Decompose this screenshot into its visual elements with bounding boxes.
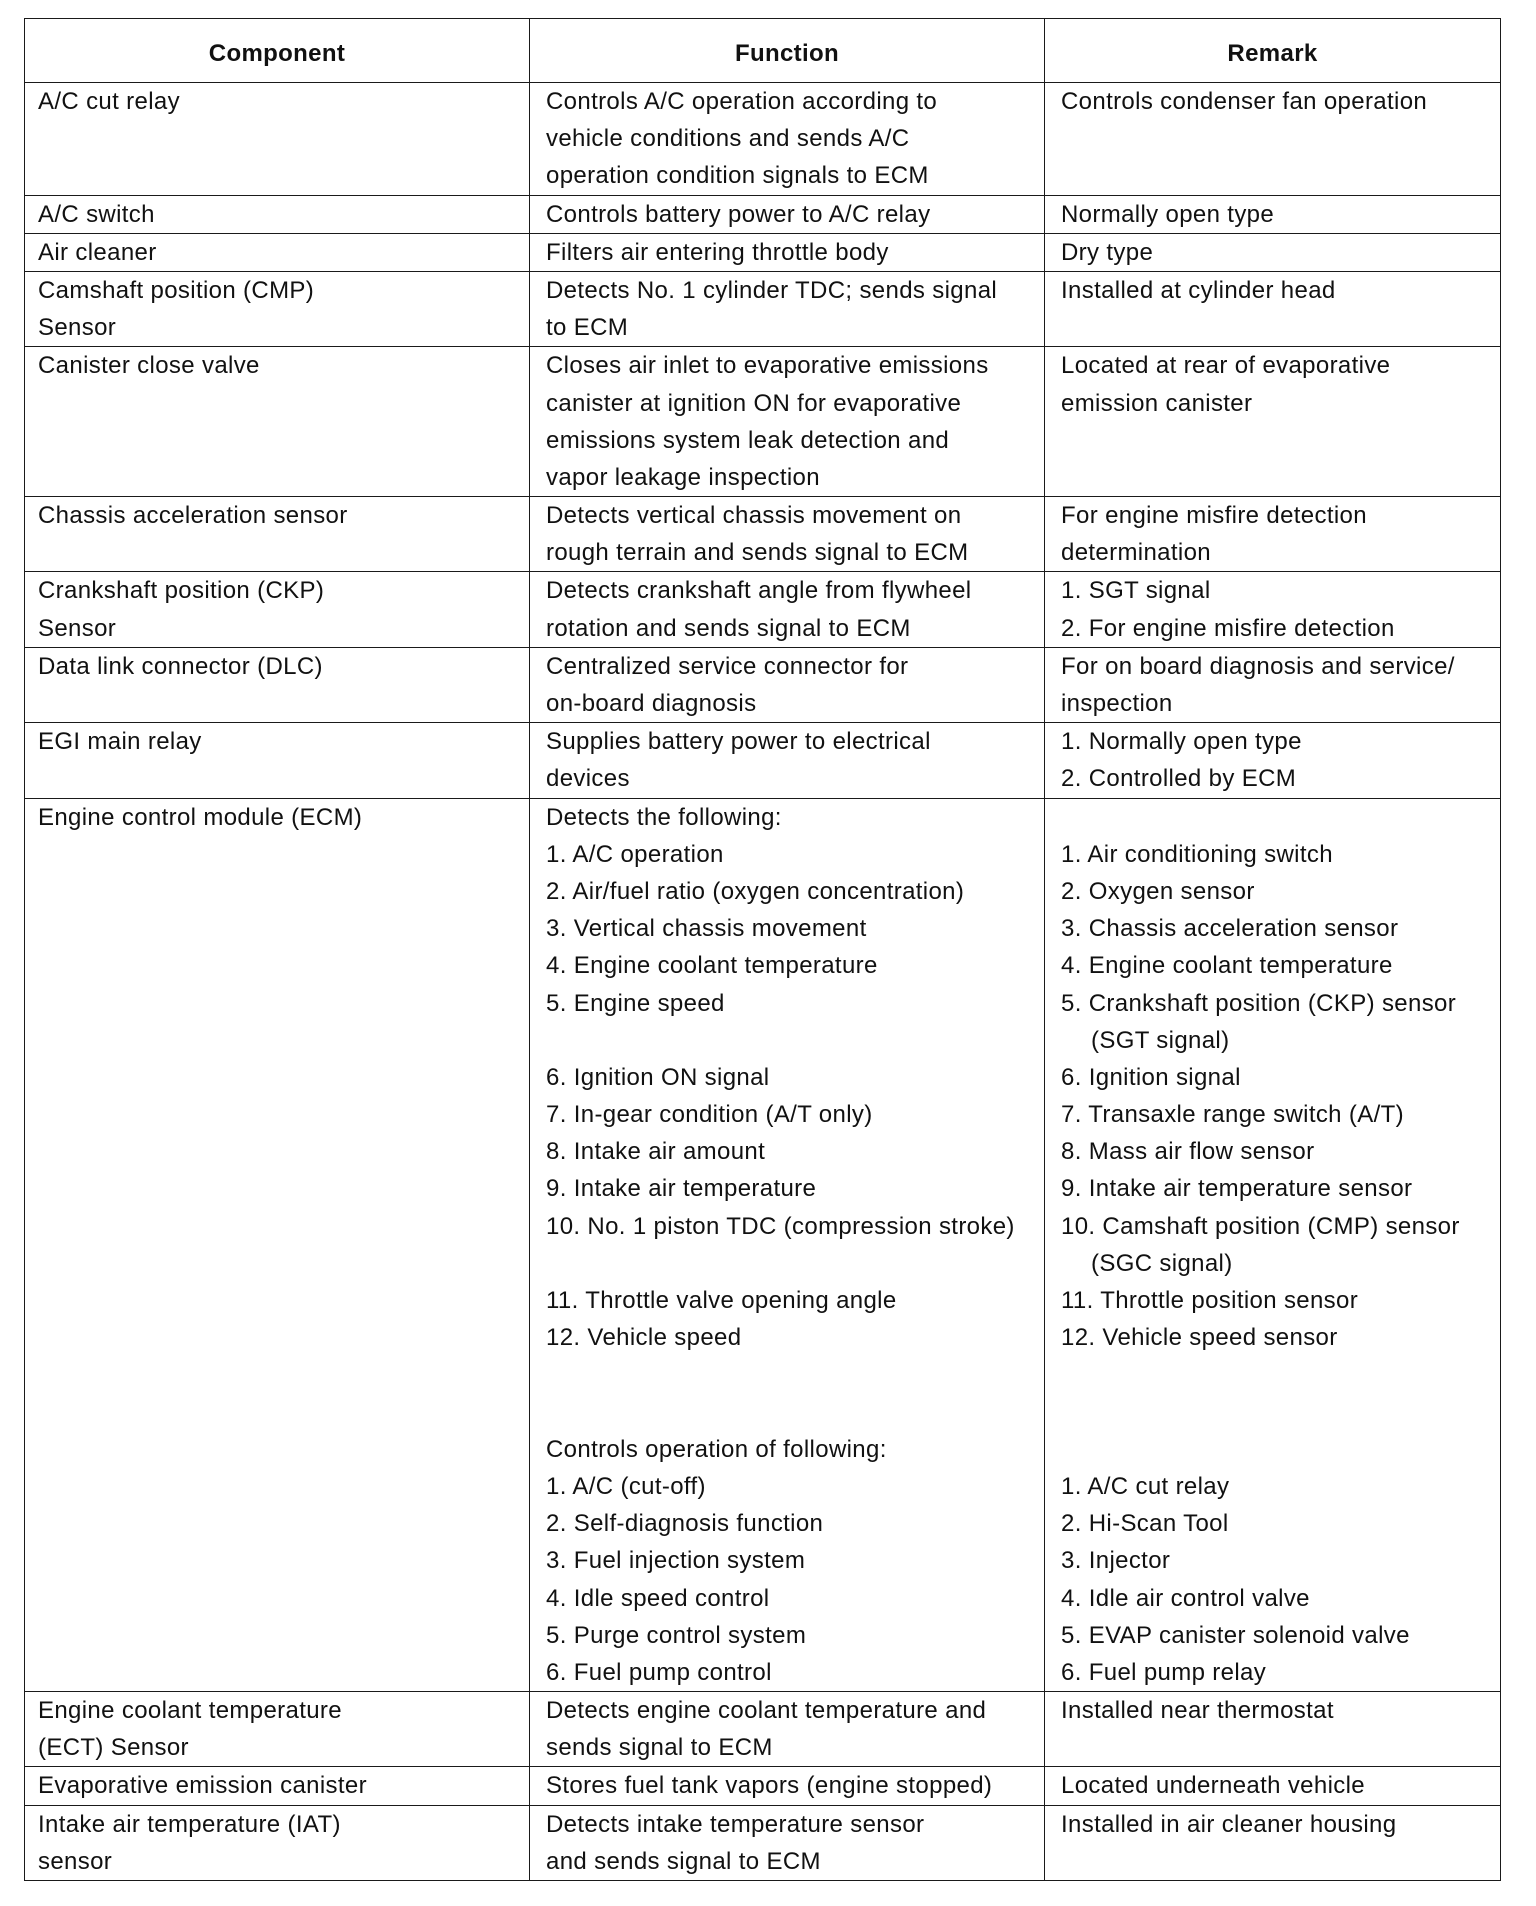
function-text-line: sends signal to ECM <box>546 1734 773 1762</box>
component-text-line: A/C cut relay <box>38 88 180 115</box>
remark-text-line: Installed at cylinder head <box>1061 276 1336 304</box>
component-text-line: Crankshaft position (CKP) <box>38 577 325 605</box>
function-cell <box>530 497 1045 572</box>
function-text-line: on-board diagnosis <box>546 690 757 717</box>
remark-cell <box>1045 723 1501 798</box>
function-text-line <box>546 1394 1034 1431</box>
function-text-line: Detects crankshaft angle from flywheel <box>546 577 972 605</box>
function-text-line: 6. Ignition ON signal <box>546 1063 770 1091</box>
function-text-line: devices <box>546 765 630 793</box>
function-text-line: Controls operation of following: <box>546 1435 887 1463</box>
remark-text-line: 6. Fuel pump relay <box>1061 1658 1267 1686</box>
function-text-line: 7. In-gear condition (A/T only) <box>546 1101 873 1129</box>
component-text-line: Evaporative emission canister <box>38 1772 367 1800</box>
table-row <box>25 1767 1501 1805</box>
component-text-line: sensor <box>38 1847 113 1875</box>
remark-text-line: 12. Vehicle speed sensor <box>1061 1324 1338 1352</box>
remark-text-line: Normally open type <box>1061 200 1275 228</box>
function-cell <box>530 347 1045 497</box>
component-cell <box>25 271 530 346</box>
remark-text-line: inspection <box>1061 690 1173 717</box>
component-text-line: Engine control module (ECM) <box>38 803 363 831</box>
remark-cell <box>1045 83 1501 196</box>
remark-cell <box>1045 271 1501 346</box>
function-cell <box>530 798 1045 1692</box>
function-text-line: 9. Intake air temperature <box>546 1175 817 1203</box>
remark-text-line: 2. For engine misfire detection <box>1061 614 1395 642</box>
component-cell <box>25 1692 530 1767</box>
function-text-line: operation condition signals to ECM <box>546 162 929 190</box>
remark-text-line: determination <box>1061 539 1211 567</box>
function-text-line: 6. Fuel pump control <box>546 1658 772 1686</box>
table-row <box>25 497 1501 572</box>
component-cell <box>25 497 530 572</box>
table-row <box>25 83 1501 196</box>
remark-text-line: 5. EVAP canister solenoid valve <box>1061 1621 1410 1649</box>
remark-cell <box>1045 497 1501 572</box>
component-cell <box>25 233 530 271</box>
function-text-line: rotation and sends signal to ECM <box>546 614 911 642</box>
remark-text-line: 9. Intake air temperature sensor <box>1061 1175 1413 1203</box>
remark-text-line: 2. Controlled by ECM <box>1061 765 1297 793</box>
table-row <box>25 572 1501 647</box>
table-row <box>25 723 1501 798</box>
function-text-line: 10. No. 1 piston TDC (compression stroke) <box>546 1212 1015 1240</box>
header-component: Component <box>25 19 530 83</box>
component-text-line: Data link connector (DLC) <box>38 652 323 680</box>
remark-cell <box>1045 1805 1501 1880</box>
table-row <box>25 1805 1501 1880</box>
remark-cell <box>1045 347 1501 497</box>
remark-text-line: Located underneath vehicle <box>1061 1772 1365 1800</box>
component-text-line: Intake air temperature (IAT) <box>38 1810 341 1838</box>
function-cell <box>530 83 1045 196</box>
function-text-line: Detects the following: <box>546 803 782 831</box>
function-text-line: 4. Idle speed control <box>546 1584 770 1612</box>
remark-text-line: 2. Hi-Scan Tool <box>1061 1510 1229 1538</box>
remark-text-line: 2. Oxygen sensor <box>1061 877 1255 905</box>
function-text-line: to ECM <box>546 314 629 342</box>
remark-text-line: (SGT signal) <box>1091 1026 1230 1054</box>
remark-text-line: For on board diagnosis and service/ <box>1061 652 1455 680</box>
component-cell <box>25 723 530 798</box>
function-cell <box>530 195 1045 233</box>
remark-text-line: Installed in air cleaner housing <box>1061 1810 1397 1838</box>
remark-text-line: 1. Air conditioning switch <box>1061 840 1333 868</box>
function-text-line: 1. A/C (cut-off) <box>546 1472 706 1500</box>
remark-text-line: 3. Injector <box>1061 1547 1171 1575</box>
table-row <box>25 347 1501 497</box>
component-text-line: Sensor <box>38 614 117 642</box>
component-cell <box>25 572 530 647</box>
function-cell <box>530 723 1045 798</box>
component-cell <box>25 347 530 497</box>
function-text-line: Centralized service connector for <box>546 652 909 680</box>
remark-text-line: 3. Chassis acceleration sensor <box>1061 915 1399 943</box>
component-text-line: Canister close valve <box>38 352 260 380</box>
function-text-line: 4. Engine coolant temperature <box>546 952 878 980</box>
component-text-line: Air cleaner <box>38 238 157 266</box>
table-row <box>25 271 1501 346</box>
remark-cell <box>1045 195 1501 233</box>
function-text-line: Supplies battery power to electrical <box>546 728 931 756</box>
function-text-line: emissions system leak detection and <box>546 426 950 454</box>
component-cell <box>25 647 530 722</box>
remark-cell <box>1045 798 1501 1692</box>
function-cell <box>530 572 1045 647</box>
function-text-line: Controls A/C operation according to <box>546 88 938 115</box>
remark-cell <box>1045 647 1501 722</box>
remark-text-line: 7. Transaxle range switch (A/T) <box>1061 1101 1404 1129</box>
function-text-line: rough terrain and sends signal to ECM <box>546 539 969 567</box>
remark-text-line: 11. Throttle position sensor <box>1061 1287 1359 1314</box>
function-cell <box>530 1805 1045 1880</box>
function-cell <box>530 647 1045 722</box>
component-function-table <box>24 18 1501 1881</box>
function-cell <box>530 233 1045 271</box>
remark-text-line: 1. SGT signal <box>1061 577 1211 605</box>
component-text-line: Engine coolant temperature <box>38 1697 342 1725</box>
table-row <box>25 195 1501 233</box>
function-text-line: 8. Intake air amount <box>546 1138 766 1166</box>
function-cell <box>530 1767 1045 1805</box>
component-text-line: Chassis acceleration sensor <box>38 502 348 530</box>
remark-cell <box>1045 572 1501 647</box>
table-row <box>25 1692 1501 1767</box>
remark-text-line: 4. Engine coolant temperature <box>1061 952 1393 980</box>
remark-text-line: Installed near thermostat <box>1061 1697 1334 1725</box>
component-cell <box>25 83 530 196</box>
component-cell <box>25 1767 530 1805</box>
remark-cell <box>1045 1692 1501 1767</box>
remark-text-line: Located at rear of evaporative <box>1061 352 1391 380</box>
function-text-line: 3. Fuel injection system <box>546 1547 806 1575</box>
table-body <box>25 83 1501 1881</box>
function-text-line: Filters air entering throttle body <box>546 238 889 266</box>
function-text-line <box>546 1022 1034 1059</box>
function-text-line: canister at ignition ON for evaporative <box>546 389 962 417</box>
component-text-line: Camshaft position (CMP) <box>38 276 315 304</box>
remark-text-line: 1. Normally open type <box>1061 728 1302 756</box>
table-row <box>25 647 1501 722</box>
function-text-line: Stores fuel tank vapors (engine stopped) <box>546 1772 993 1800</box>
table-row <box>25 798 1501 1692</box>
component-text-line: A/C switch <box>38 200 155 228</box>
function-text-line: Controls battery power to A/C relay <box>546 200 931 228</box>
remark-text-line: 8. Mass air flow sensor <box>1061 1138 1315 1166</box>
remark-text-line: 5. Crankshaft position (CKP) sensor <box>1061 989 1457 1017</box>
function-text-line: 2. Self-diagnosis function <box>546 1510 824 1538</box>
remark-text-line: For engine misfire detection <box>1061 502 1367 530</box>
function-text-line <box>546 1245 1034 1282</box>
header-remark: Remark <box>1045 19 1501 83</box>
function-text-line: and sends signal to ECM <box>546 1847 821 1875</box>
function-text-line: 11. Throttle valve opening angle <box>546 1287 897 1314</box>
function-cell <box>530 271 1045 346</box>
remark-text-line: 4. Idle air control valve <box>1061 1584 1310 1612</box>
component-cell <box>25 798 530 1692</box>
remark-text-line: emission canister <box>1061 389 1253 417</box>
function-text-line: 2. Air/fuel ratio (oxygen concentration) <box>546 877 965 905</box>
function-text-line: 5. Purge control system <box>546 1621 807 1649</box>
function-text-line: 12. Vehicle speed <box>546 1324 742 1352</box>
remark-cell <box>1045 1767 1501 1805</box>
component-cell <box>25 1805 530 1880</box>
component-text-line: Sensor <box>38 314 117 342</box>
function-text-line: Detects intake temperature sensor <box>546 1810 925 1838</box>
remark-text-line <box>1061 1356 1490 1393</box>
function-text-line: Closes air inlet to evaporative emissions <box>546 352 989 380</box>
component-cell <box>25 195 530 233</box>
function-text-line: 5. Engine speed <box>546 989 725 1017</box>
component-text-line: EGI main relay <box>38 728 202 756</box>
remark-text-line: (SGC signal) <box>1091 1249 1233 1277</box>
function-text-line: Detects vertical chassis movement on <box>546 502 962 530</box>
function-text-line: 3. Vertical chassis movement <box>546 915 867 943</box>
header-function: Function <box>530 19 1045 83</box>
component-text-line: (ECT) Sensor <box>38 1734 189 1762</box>
function-text-line <box>546 1356 1034 1393</box>
remark-text-line: Controls condenser fan operation <box>1061 88 1428 115</box>
function-cell <box>530 1692 1045 1767</box>
function-text-line: 1. A/C operation <box>546 840 724 868</box>
remark-text-line: Dry type <box>1061 238 1154 266</box>
table-row <box>25 233 1501 271</box>
function-text-line: vehicle conditions and sends A/C <box>546 125 910 153</box>
function-text-line: vapor leakage inspection <box>546 463 820 491</box>
table-header <box>25 19 1501 83</box>
remark-text-line: 10. Camshaft position (CMP) sensor <box>1061 1212 1460 1240</box>
remark-text-line <box>1061 799 1490 836</box>
function-text-line: Detects No. 1 cylinder TDC; sends signal <box>546 276 998 304</box>
remark-text-line <box>1061 1394 1490 1431</box>
header-row <box>25 19 1501 83</box>
remark-text-line: 6. Ignition signal <box>1061 1063 1241 1091</box>
remark-text-line <box>1061 1431 1490 1468</box>
function-text-line: Detects engine coolant temperature and <box>546 1697 987 1725</box>
remark-text-line: 1. A/C cut relay <box>1061 1472 1230 1500</box>
remark-cell <box>1045 233 1501 271</box>
